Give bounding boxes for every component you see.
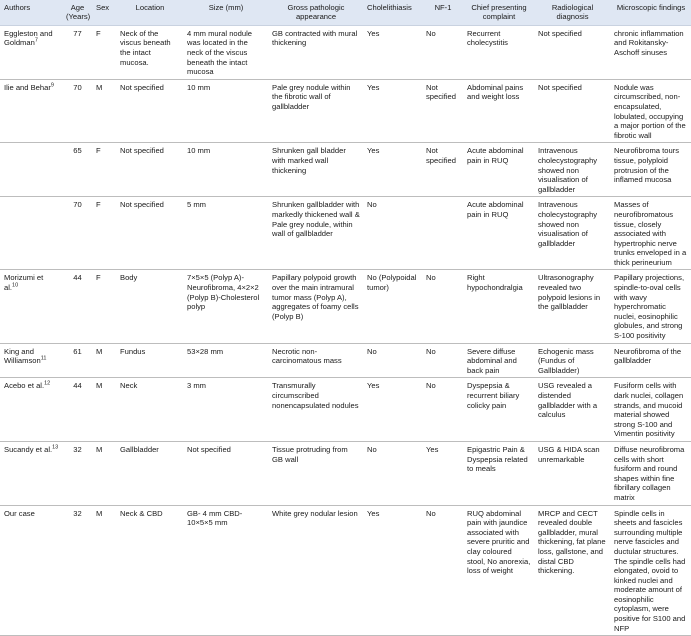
cell-radiological: Not specified — [534, 25, 610, 79]
cell-nf1 — [422, 197, 463, 270]
cell-location: Not specified — [116, 197, 183, 270]
header-cholelithiasis: Cholelithiasis — [363, 0, 422, 25]
cell-microscopic: Spindle cells in sheets and fascicles surrounding multiple nerve fascicles and ductular structures. The spindle cells had elongated, ovoid to kinked nuclei and moderate amount of eosinophilic cytoplasm, were positive for S100 and NFP — [610, 505, 691, 636]
cell-radiological: Intravenous cholecystography showed non visualisation of gallbladder — [534, 143, 610, 197]
cell-complaint: Recurrent cholecystitis — [463, 25, 534, 79]
table-row — [0, 143, 691, 197]
cell-complaint: Severe diffuse abdominal and back pain — [463, 343, 534, 378]
cell-age: 32 — [62, 441, 92, 505]
cell-location: Neck & CBD — [116, 505, 183, 636]
cell-nf1: Not specified — [422, 79, 463, 143]
cell-cholelithiasis: Yes — [363, 378, 422, 442]
cell-complaint: Dyspepsia & recurrent biliary colicky pain — [463, 378, 534, 442]
header-microscopic: Microscopic findings — [610, 0, 691, 25]
cell-size: 5 mm — [183, 197, 268, 270]
cell-age: 77 — [62, 25, 92, 79]
cell-microscopic: Papillary projections, spindle-to-oval cells with wavy hyperchromatic nuclei, eosinophilic globules, and strong S-100 positivity — [610, 270, 691, 343]
header-age: Age (Years) — [62, 0, 92, 25]
cell-complaint: Acute abdominal pain in RUQ — [463, 197, 534, 270]
cell-gross: Necrotic non-carcinomatous mass — [268, 343, 363, 378]
header-location: Location — [116, 0, 183, 25]
cell-size: 4 mm mural nodule was located in the neck of the viscus beneath the intact mucosa — [183, 25, 268, 79]
cell-size: 7×5×5 (Polyp A)-Neurofibroma, 4×2×2 (Polyp B)-Cholesterol polyp — [183, 270, 268, 343]
cell-gross: GB contracted with mural thickening — [268, 25, 363, 79]
cell-sex: M — [92, 343, 116, 378]
cell-nf1: No — [422, 505, 463, 636]
table-row — [0, 197, 691, 270]
cell-age: 44 — [62, 270, 92, 343]
cell-size: 10 mm — [183, 79, 268, 143]
table-row — [0, 378, 691, 442]
header-sex: Sex — [92, 0, 116, 25]
cell-sex: F — [92, 25, 116, 79]
cell-sex: F — [92, 270, 116, 343]
header-size: Size (mm) — [183, 0, 268, 25]
cell-gross: Pale grey nodule within the fibrotic wall of gallbladder — [268, 79, 363, 143]
cell-sex: M — [92, 378, 116, 442]
cell-age: 61 — [62, 343, 92, 378]
cell-author: Morizumi et al.$^{10}$ — [0, 270, 62, 343]
cell-nf1: Yes — [422, 441, 463, 505]
cell-location: Body — [116, 270, 183, 343]
cell-complaint: RUQ abdominal pain with jaundice associated with severe pruritic and clay coloured stool, No anorexia, loss of weight — [463, 505, 534, 636]
cell-size: GB- 4 mm CBD-10×5×5 mm — [183, 505, 268, 636]
cell-gross: Papillary polypoid growth over the main intramural tumor mass (Polyp A), aggregates of foamy cells (Polyp B) — [268, 270, 363, 343]
cell-size: 53×28 mm — [183, 343, 268, 378]
cell-author: Sucandy et al.$^{13}$ — [0, 441, 62, 505]
cell-cholelithiasis: Yes — [363, 143, 422, 197]
cell-microscopic: Diffuse neurofibroma cells with short fusiform and round shapes within fine fibrillary collagen matrix — [610, 441, 691, 505]
table-row — [0, 79, 691, 143]
cell-location: Neck of the viscus beneath the intact mucosa. — [116, 25, 183, 79]
cell-location: Not specified — [116, 79, 183, 143]
cell-complaint: Epigastric Pain & Dyspepsia related to meals — [463, 441, 534, 505]
cell-cholelithiasis: No (Polypoidal tumor) — [363, 270, 422, 343]
cell-nf1: No — [422, 270, 463, 343]
cell-age: 70 — [62, 79, 92, 143]
header-authors: Authors — [0, 0, 62, 25]
cell-author: Eggleston and Goldman$^7$ — [0, 25, 62, 79]
cell-cholelithiasis: Yes — [363, 25, 422, 79]
table-row — [0, 441, 691, 505]
table-row — [0, 25, 691, 79]
cell-author — [0, 197, 62, 270]
cell-microscopic: Neurofibroma tours tissue, polyploid protrusion of the inflamed mucosa — [610, 143, 691, 197]
header-nf1: NF-1 — [422, 0, 463, 25]
cell-cholelithiasis: No — [363, 441, 422, 505]
cell-nf1: No — [422, 25, 463, 79]
header-radiological: Radiological diagnosis — [534, 0, 610, 25]
cell-gross: Shrunken gall bladder with marked wall thickening — [268, 143, 363, 197]
cell-radiological: Echogenic mass (Fundus of Gallbladder) — [534, 343, 610, 378]
cell-sex: M — [92, 79, 116, 143]
cell-microscopic: Masses of neurofibromatous tissue, closely associated with hypertrophic nerve trunks enveloped in a thick perineurium — [610, 197, 691, 270]
cell-radiological: Ultrasonography revealed two polypoid lesions in the gallbladder — [534, 270, 610, 343]
cell-microscopic: Neurofibroma of the gallbladder — [610, 343, 691, 378]
cell-cholelithiasis: Yes — [363, 79, 422, 143]
cell-sex: M — [92, 505, 116, 636]
cell-radiological: Not specified — [534, 79, 610, 143]
table-row — [0, 505, 691, 636]
table-row — [0, 343, 691, 378]
cell-size: 3 mm — [183, 378, 268, 442]
cell-age: 70 — [62, 197, 92, 270]
cell-radiological: USG revealed a distended gallbladder with a calculus — [534, 378, 610, 442]
header-gross: Gross pathologic appearance — [268, 0, 363, 25]
cell-sex: F — [92, 143, 116, 197]
cell-location: Not specified — [116, 143, 183, 197]
cell-gross: Shrunken gallbladder with markedly thickened wall & Pale grey nodule, within wall of gallbladder — [268, 197, 363, 270]
cell-author: King and Williamson$^{11}$ — [0, 343, 62, 378]
cell-age: 44 — [62, 378, 92, 442]
cell-complaint: Abdominal pains and weight loss — [463, 79, 534, 143]
cell-location: Neck — [116, 378, 183, 442]
cell-author — [0, 143, 62, 197]
cell-cholelithiasis: No — [363, 343, 422, 378]
cell-size: Not specified — [183, 441, 268, 505]
cell-gross: White grey nodular lesion — [268, 505, 363, 636]
cell-radiological: USG & HIDA scan unremarkable — [534, 441, 610, 505]
cell-microscopic: chronic inflammation and Rokitansky-Aschoff sinuses — [610, 25, 691, 79]
cell-radiological: Intravenous cholecystography showed non visualisation of gallbladder — [534, 197, 610, 270]
cell-size: 10 mm — [183, 143, 268, 197]
cell-cholelithiasis: No — [363, 197, 422, 270]
cell-cholelithiasis: Yes — [363, 505, 422, 636]
cell-microscopic: Fusiform cells with dark nuclei, collagen strands, and mucoid material showed strong S-100 and Vimentin positivity — [610, 378, 691, 442]
cell-gross: Transmurally circumscribed nonencapsulated nodules — [268, 378, 363, 442]
cell-nf1: No — [422, 378, 463, 442]
cell-microscopic: Nodule was circumscribed, non-encapsulated, lobulated, occupying a major portion of the fibrotic wall — [610, 79, 691, 143]
cell-location: Fundus — [116, 343, 183, 378]
cell-author: Acebo et al.$^{12}$ — [0, 378, 62, 442]
cell-age: 32 — [62, 505, 92, 636]
cell-sex: F — [92, 197, 116, 270]
table-row — [0, 270, 691, 343]
header-row — [0, 0, 691, 25]
cell-nf1: Not specified — [422, 143, 463, 197]
cell-author: Our case — [0, 505, 62, 636]
cell-author: Ilie and Behar$^9$ — [0, 79, 62, 143]
cell-complaint: Acute abdominal pain in RUQ — [463, 143, 534, 197]
cell-age: 65 — [62, 143, 92, 197]
cell-nf1: No — [422, 343, 463, 378]
cell-radiological: MRCP and CECT revealed double gallbladder, mural thickening, fat plane loss, gallstone, and distal CBD thickening. — [534, 505, 610, 636]
cell-location: Gallbladder — [116, 441, 183, 505]
cell-sex: M — [92, 441, 116, 505]
cell-gross: Tissue protruding from GB wall — [268, 441, 363, 505]
header-complaint: Chief presenting complaint — [463, 0, 534, 25]
cell-complaint: Right hypochondralgia — [463, 270, 534, 343]
